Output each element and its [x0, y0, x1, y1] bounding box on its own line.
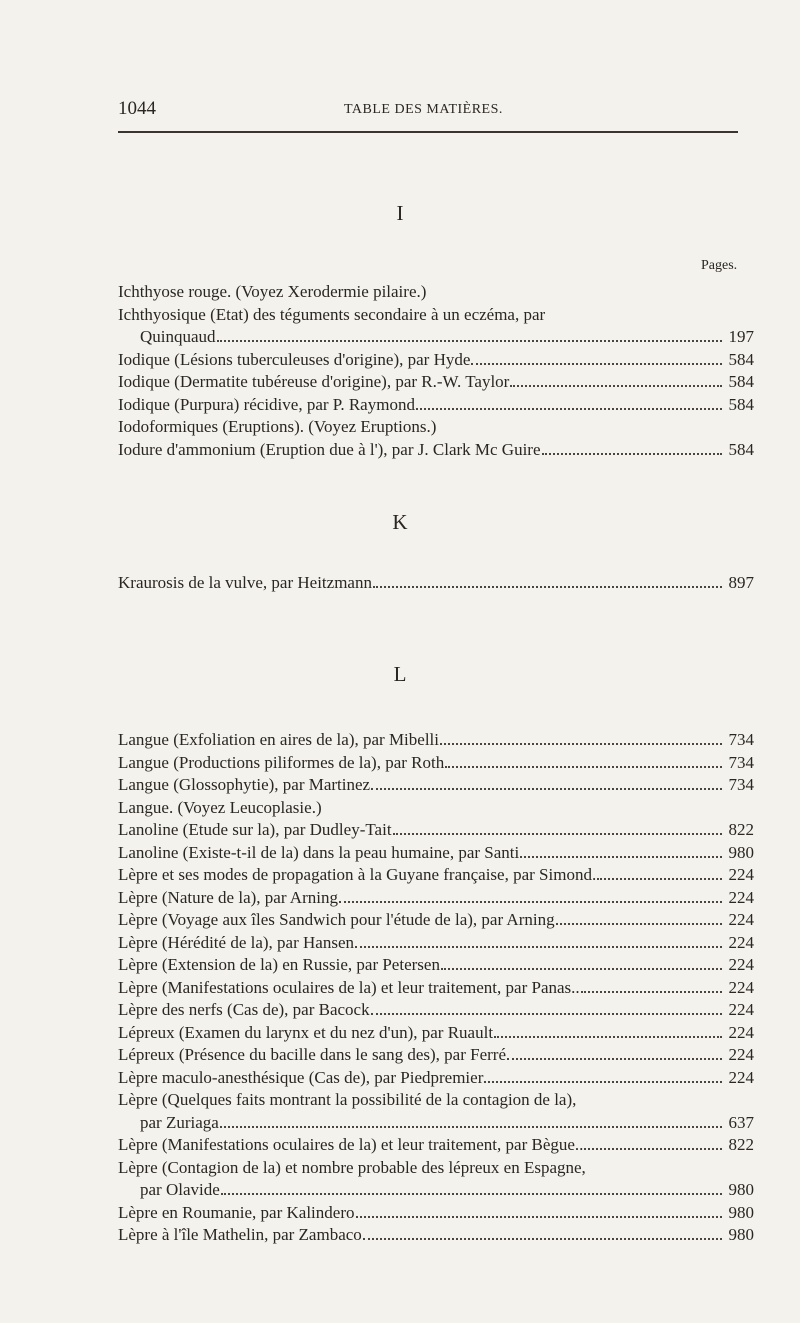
- entry-text: Lèpre (Contagion de la) et nombre probable des lépreux en Espagne,: [118, 1157, 586, 1177]
- entry-text: Lèpre en Roumanie, par Kalindero: [118, 1202, 355, 1222]
- page-ref: 734: [728, 775, 754, 794]
- page-number: 1044: [118, 98, 156, 119]
- index-entry-line: [118, 349, 754, 372]
- entry-text: par Olavide: [140, 1180, 220, 1199]
- page-ref: 980: [728, 1202, 754, 1222]
- dot-leader: [542, 453, 722, 455]
- page-ref: 822: [728, 1135, 754, 1154]
- index-entry-line: [118, 954, 754, 977]
- index-entry-line: [118, 1157, 754, 1180]
- entry-text: Iodure d'ammonium (Eruption due à l'), par J. Clark Mc Guire: [118, 439, 541, 459]
- index-entry-line: [118, 326, 754, 349]
- index-entry-line: [118, 1224, 754, 1247]
- index-entry-line: [118, 371, 754, 394]
- page-ref: 224: [728, 1067, 754, 1087]
- entry-text: Langue (Productions piliformes de la), par Roth: [118, 752, 445, 772]
- entry-text: par Zuriaga: [140, 1112, 219, 1132]
- dot-leader: [484, 1081, 722, 1083]
- entry-text: Iodique (Purpura) récidive, par P. Raymond: [118, 394, 415, 414]
- index-entry-line: [118, 864, 754, 887]
- entry-text: Ichthyose rouge. (Voyez Xerodermie pilaire.): [118, 282, 427, 301]
- dot-leader: [356, 1216, 723, 1218]
- page-ref: 980: [728, 842, 754, 862]
- index-entry-line: [118, 1202, 754, 1225]
- index-entry-line: [118, 1089, 754, 1112]
- page-ref: 224: [728, 887, 754, 907]
- entry-text: Lèpre (Nature de la), par Arning: [118, 887, 338, 907]
- index-entry-line: [118, 774, 754, 797]
- dot-leader: [416, 408, 722, 410]
- entry-text: Lèpre à l'île Mathelin, par Zambaco: [118, 1225, 362, 1244]
- page-ref: 637: [728, 1112, 754, 1132]
- page-ref: 224: [728, 910, 754, 929]
- dot-leader: [440, 743, 722, 745]
- dot-leader: [597, 878, 722, 880]
- entry-text: Langue (Exfoliation en aires de la), par Mibelli: [118, 730, 439, 749]
- entry-text: Lèpre (Quelques faits montrant la possibilité de la contagion de la),: [118, 1090, 577, 1109]
- entry-text: Lépreux (Examen du larynx et du nez d'un), par Ruault: [118, 1022, 494, 1042]
- dot-leader: [445, 766, 722, 768]
- entry-text: Langue. (Voyez Leucoplasie.): [118, 797, 322, 817]
- page-ref: 822: [728, 820, 754, 839]
- dot-leader: [494, 1036, 722, 1038]
- index-entry-line: [118, 977, 754, 1000]
- index-entry-line: [118, 394, 754, 417]
- dot-leader: [373, 586, 722, 588]
- page-ref: 897: [728, 573, 754, 592]
- dot-leader: [556, 923, 722, 925]
- index-entry-line: [118, 729, 754, 752]
- page-ref: 224: [728, 1022, 754, 1042]
- dot-leader: [363, 1238, 722, 1240]
- index-entry-line: [118, 1067, 754, 1090]
- page-ref: 584: [728, 439, 754, 459]
- index-entry-line: [118, 1179, 754, 1202]
- index-entry-line: [118, 439, 754, 462]
- page-ref: 224: [728, 977, 754, 997]
- entry-text: Iodique (Dermatite tubéreuse d'origine), par R.-W. Taylor: [118, 372, 510, 391]
- dot-leader: [339, 901, 722, 903]
- entry-text: Lèpre (Manifestations oculaires de la) et leur traitement, par Panas..: [118, 977, 580, 997]
- index-entry-line: [118, 281, 754, 304]
- page-ref: 224: [728, 1045, 754, 1064]
- page-ref: 980: [728, 1225, 754, 1244]
- entry-text: Lèpre et ses modes de propagation à la Guyane française, par Simond.: [118, 865, 597, 884]
- dot-leader: [520, 856, 722, 858]
- entry-text: Lanoline (Etude sur la), par Dudley-Tait: [118, 820, 392, 839]
- page-ref: 197: [728, 327, 754, 346]
- index-entry-line: [118, 932, 754, 955]
- page-ref: 224: [728, 955, 754, 974]
- index-entry-line: [118, 842, 754, 865]
- dot-leader: [507, 1058, 722, 1060]
- dot-leader: [221, 1193, 722, 1195]
- entry-text: Lèpre (Hérédité de la), par Hansen: [118, 932, 354, 952]
- section-letter-i: I: [396, 201, 404, 225]
- dot-leader: [441, 968, 722, 970]
- page-ref: 734: [728, 752, 754, 772]
- entry-text: Iodoformiques (Eruptions). (Voyez Eruptions.): [118, 417, 437, 436]
- page-ref: 224: [728, 865, 754, 884]
- section-letter-k: K: [392, 510, 408, 534]
- entry-text: Lèpre maculo-anesthésique (Cas de), par Piedpremier: [118, 1067, 484, 1087]
- section-k-entries: [118, 572, 754, 595]
- index-entry-line: [118, 752, 754, 775]
- dot-leader: [393, 833, 722, 835]
- dot-leader: [355, 946, 722, 948]
- index-entry-line: [118, 909, 754, 932]
- index-entry-line: [118, 304, 754, 327]
- entry-text: Lèpre (Extension de la) en Russie, par Petersen: [118, 955, 440, 974]
- entry-text: Quinquaud: [140, 327, 216, 346]
- entry-text: Lèpre (Voyage aux îles Sandwich pour l'étude de la), par Arning: [118, 910, 555, 929]
- page-ref: 584: [728, 394, 754, 414]
- dot-leader: [371, 788, 722, 790]
- index-entry-line: [118, 1022, 754, 1045]
- entry-text: Ichthyosique (Etat) des téguments secondaire à un eczéma, par: [118, 304, 546, 324]
- entry-text: Lépreux (Présence du bacille dans le sang des), par Ferré: [118, 1045, 507, 1064]
- index-entry-line: [118, 797, 754, 820]
- entry-text: Lèpre (Manifestations oculaires de la) et leur traitement, par Bègue..: [118, 1135, 584, 1154]
- running-title: TABLE DES MATIÈRES.: [344, 102, 503, 117]
- dot-leader: [581, 991, 722, 993]
- dot-leader: [371, 1013, 722, 1015]
- index-entry-line: [118, 572, 754, 595]
- index-entry-line: [118, 1134, 754, 1157]
- pages-label: Pages.: [701, 258, 738, 273]
- index-entry-line: [118, 887, 754, 910]
- page-ref: 224: [728, 1000, 754, 1019]
- section-l-entries: [118, 729, 754, 1247]
- index-entry-line: [118, 999, 754, 1022]
- section-letter-l: L: [393, 662, 407, 686]
- page-ref: 584: [728, 372, 754, 391]
- page-ref: 584: [728, 349, 754, 369]
- entry-text: Iodique (Lésions tuberculeuses d'origine), par Hyde: [118, 349, 471, 369]
- index-entry-line: [118, 819, 754, 842]
- entry-text: Langue (Glossophytie), par Martinez: [118, 775, 371, 794]
- page-ref: 224: [728, 932, 754, 952]
- index-entry-line: [118, 416, 754, 439]
- dot-leader: [584, 1148, 722, 1150]
- dot-leader: [510, 385, 722, 387]
- entry-text: Kraurosis de la vulve, par Heitzmann: [118, 573, 372, 592]
- header-rule: [118, 131, 738, 133]
- dot-leader: [471, 363, 722, 365]
- entry-text: Lèpre des nerfs (Cas de), par Bacock: [118, 1000, 370, 1019]
- page-ref: 734: [728, 730, 754, 749]
- page-ref: 980: [728, 1180, 754, 1199]
- dot-leader: [220, 1126, 722, 1128]
- entry-text: Lanoline (Existe-t-il de la) dans la peau humaine, par Santi: [118, 842, 520, 862]
- section-i-entries: [118, 281, 754, 461]
- dot-leader: [217, 340, 722, 342]
- index-entry-line: [118, 1112, 754, 1135]
- index-entry-line: [118, 1044, 754, 1067]
